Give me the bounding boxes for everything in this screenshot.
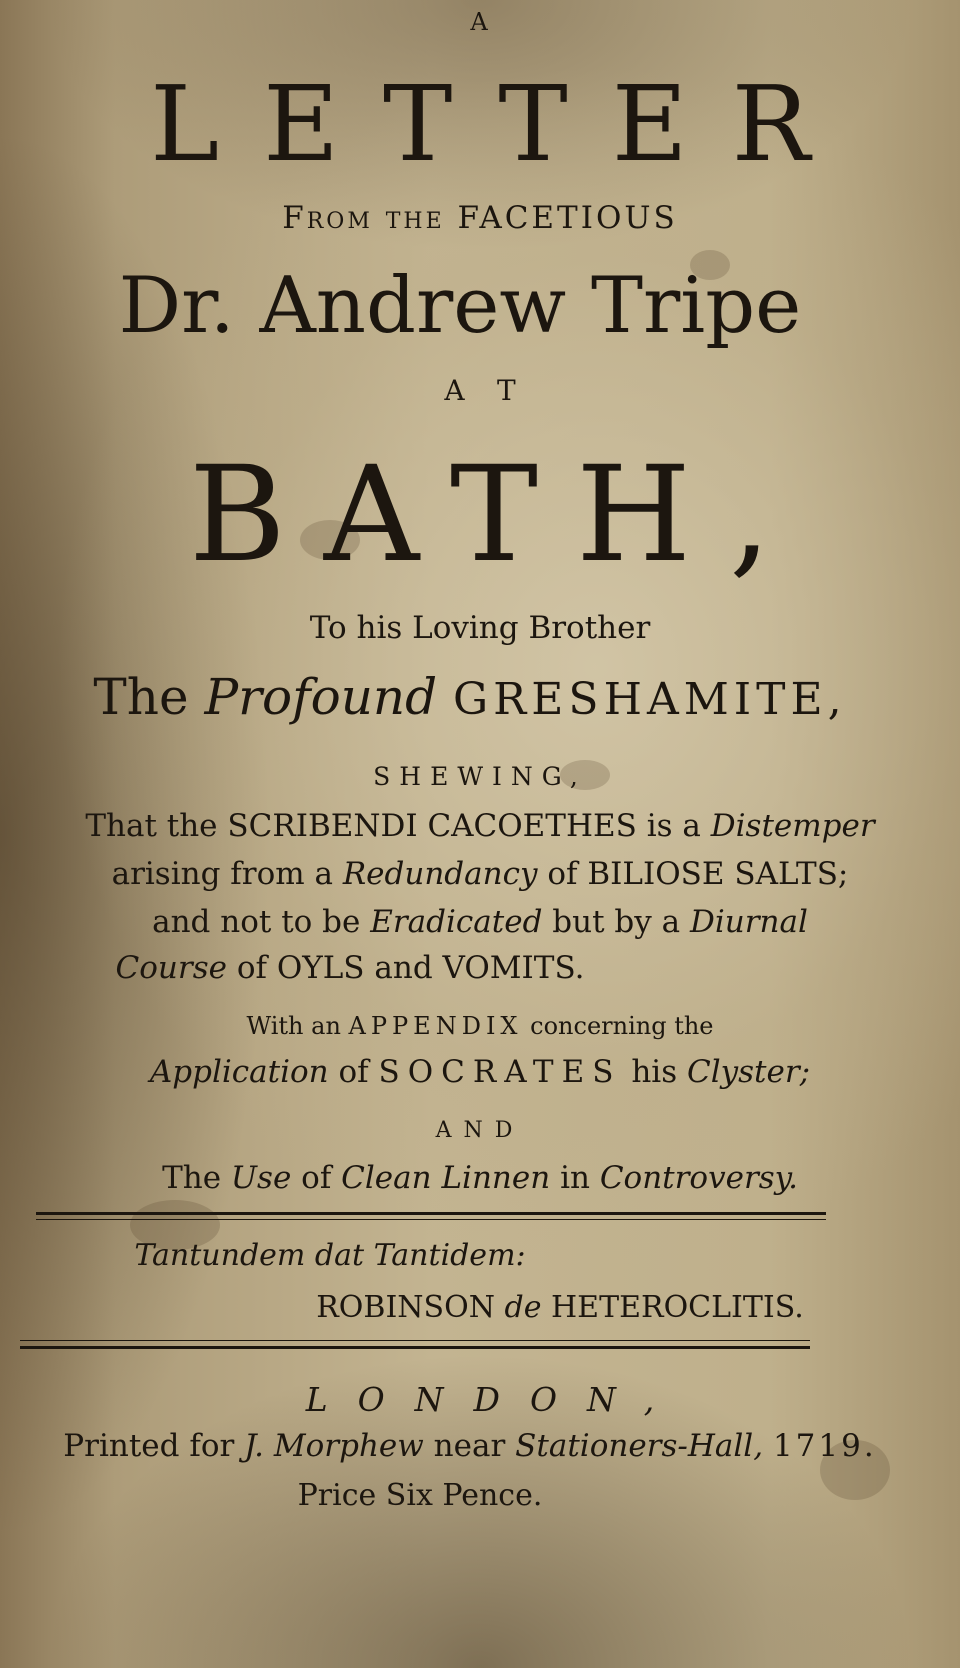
body-text: SCRIBENDI CACOETHES bbox=[227, 808, 637, 844]
body-line-2 bbox=[0, 856, 960, 892]
recipient-line bbox=[0, 668, 950, 726]
title-heading: LETTER bbox=[150, 63, 854, 185]
at-line: AT bbox=[444, 374, 550, 407]
body-text: Distemper bbox=[710, 808, 875, 844]
body-line-1 bbox=[0, 808, 960, 844]
body-text: arising from a bbox=[111, 856, 333, 892]
from-line: From the FACETIOUS bbox=[282, 200, 678, 236]
appendix-text: Controversy. bbox=[599, 1160, 798, 1196]
body-text: Redundancy bbox=[342, 856, 538, 892]
appendix-text: Application bbox=[149, 1054, 329, 1090]
shewing-line: SHEWING, bbox=[373, 762, 587, 791]
appendix-text: With an bbox=[246, 1012, 341, 1040]
appendix-text: APPENDIX bbox=[348, 1012, 523, 1040]
recipient-greshamite: GRESHAMITE, bbox=[453, 674, 847, 725]
body-text: VOMITS. bbox=[442, 950, 585, 986]
imprint-text: 1719. bbox=[772, 1428, 877, 1464]
body-text: BILIOSE SALTS; bbox=[587, 856, 849, 892]
body-text: and not to be bbox=[152, 904, 361, 940]
imprint-city: LONDON, bbox=[305, 1380, 685, 1419]
imprint-price: Price Six Pence. bbox=[297, 1478, 543, 1513]
imprint-text: Printed for bbox=[63, 1428, 235, 1464]
imprint-text: Stationers-Hall, bbox=[515, 1428, 764, 1464]
recipient-the: The bbox=[93, 668, 189, 726]
imprint-text: J. Morphew bbox=[244, 1428, 424, 1464]
imprint-printer bbox=[0, 1428, 950, 1464]
title-article: A bbox=[470, 8, 490, 36]
recipient-profound: Profound bbox=[204, 668, 438, 726]
motto-quote: Tantundem dat Tantidem: bbox=[134, 1238, 526, 1273]
appendix-line-2 bbox=[0, 1054, 960, 1090]
appendix-text: Use bbox=[230, 1160, 292, 1196]
to-line: To his Loving Brother bbox=[309, 610, 651, 646]
double-rule-bottom bbox=[20, 1346, 810, 1349]
body-text: Eradicated bbox=[370, 904, 543, 940]
body-text: is a bbox=[646, 808, 701, 844]
double-rule-top bbox=[36, 1212, 826, 1215]
appendix-text: in bbox=[560, 1160, 590, 1196]
appendix-text: concerning the bbox=[530, 1012, 714, 1040]
and-line: AND bbox=[435, 1118, 525, 1143]
appendix-text: Clyster; bbox=[686, 1054, 811, 1090]
double-rule-bottom-thin bbox=[20, 1340, 810, 1341]
motto-text: ROBINSON bbox=[316, 1290, 495, 1325]
body-line-3 bbox=[0, 904, 960, 940]
appendix-text: The bbox=[162, 1160, 222, 1196]
appendix-text: SOCRATES bbox=[378, 1054, 622, 1090]
appendix-line-1 bbox=[0, 1012, 960, 1040]
motto-text: de bbox=[504, 1290, 542, 1325]
place-name: BATH, bbox=[188, 438, 810, 592]
body-text: of bbox=[236, 950, 267, 986]
double-rule-top-thin bbox=[36, 1219, 826, 1220]
motto-text: HETEROCLITIS. bbox=[551, 1290, 804, 1325]
body-text: Diurnal bbox=[689, 904, 808, 940]
body-text: but by a bbox=[552, 904, 681, 940]
body-text: Course bbox=[115, 950, 227, 986]
body-line-4 bbox=[0, 950, 830, 986]
motto-attribution bbox=[80, 1290, 960, 1325]
appendix-line-3 bbox=[0, 1160, 960, 1196]
body-text: of bbox=[547, 856, 578, 892]
appendix-text: of bbox=[338, 1054, 369, 1090]
appendix-text: of bbox=[301, 1160, 332, 1196]
body-text: and bbox=[374, 950, 433, 986]
imprint-text: near bbox=[433, 1428, 506, 1464]
appendix-text: his bbox=[631, 1054, 678, 1090]
body-text: That the bbox=[85, 808, 218, 844]
author-name: Dr. Andrew Tripe bbox=[118, 261, 802, 351]
appendix-text: Clean Linnen bbox=[341, 1160, 551, 1196]
body-text: OYLS bbox=[276, 950, 365, 986]
